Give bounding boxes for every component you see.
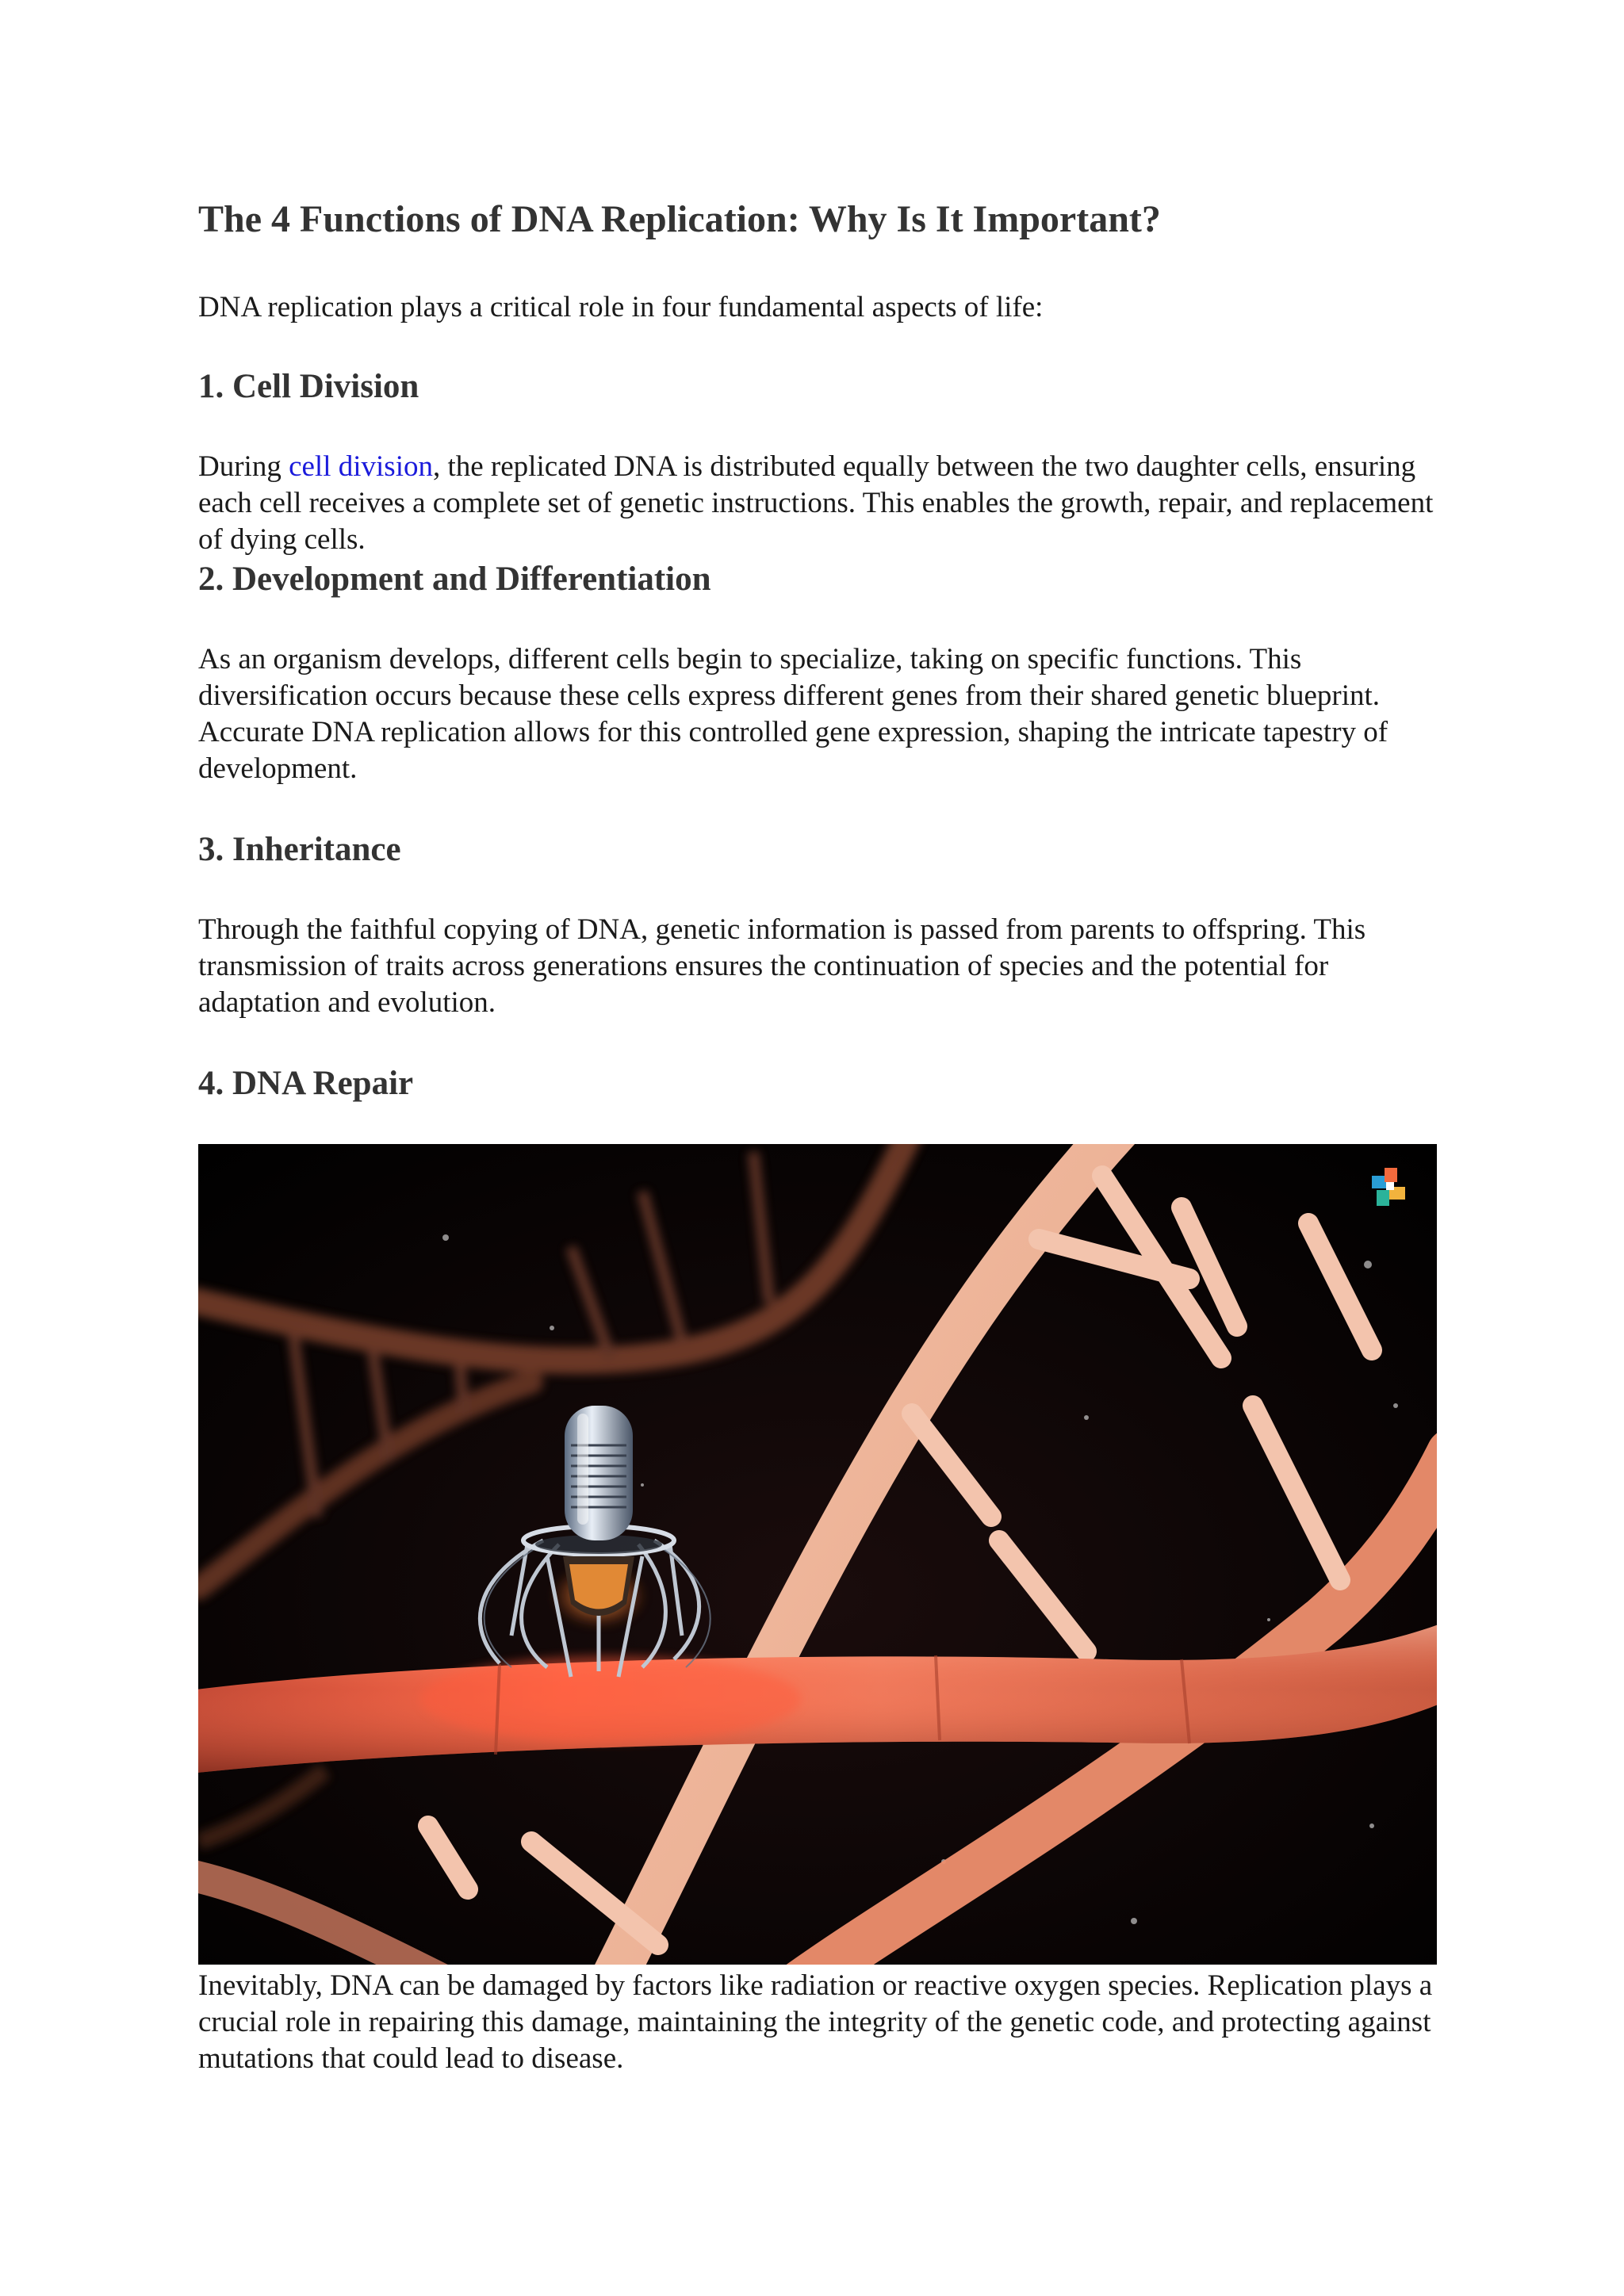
page-title: The 4 Functions of DNA Replication: Why Is It Important? xyxy=(198,198,1161,240)
text-before-link: During xyxy=(198,450,289,483)
section-heading-dna-repair: 4. DNA Repair xyxy=(198,1065,414,1102)
intro-paragraph: DNA replication plays a critical role in four fundamental aspects of life: xyxy=(198,291,1044,323)
dna-repair-image xyxy=(198,1144,1437,1965)
section-text-dna-repair: Inevitably, DNA can be damaged by factors like radiation or reactive oxygen species. Replication plays a crucial role in repairing this damage, maintaining the integrity of the genetic code, and protecting against mutations that could lead to disease. xyxy=(198,1969,1433,2075)
dna-nanobot-illustration xyxy=(198,1144,1437,1965)
section-heading-inheritance: 3. Inheritance xyxy=(198,831,401,868)
section-heading-development: 2. Development and Differentiation xyxy=(198,561,711,598)
cell-division-link[interactable]: cell division xyxy=(289,450,433,483)
section-text-development: As an organism develops, different cells begin to specialize, taking on specific functions. This diversification occurs because these cells express different genes from their shared genetic blueprint. Accurate DNA replication allows for this controlled gene expression, shaping the intricate tapestry of development. xyxy=(198,643,1388,785)
section-text-cell-division xyxy=(198,449,1439,558)
text-after-link: , the replicated DNA is distributed equally between the two daughter cells, ensuring each cell receives a complete set of genetic instructions. This enables the growth, repair, and replacement of dying cells. xyxy=(198,450,1434,556)
section-heading-cell-division: 1. Cell Division xyxy=(198,368,419,405)
section-text-inheritance: Through the faithful copying of DNA, genetic information is passed from parents to offspring. This transmission of traits across generations ensures the continuation of species and the potential for adaptation and evolution. xyxy=(198,913,1366,1019)
